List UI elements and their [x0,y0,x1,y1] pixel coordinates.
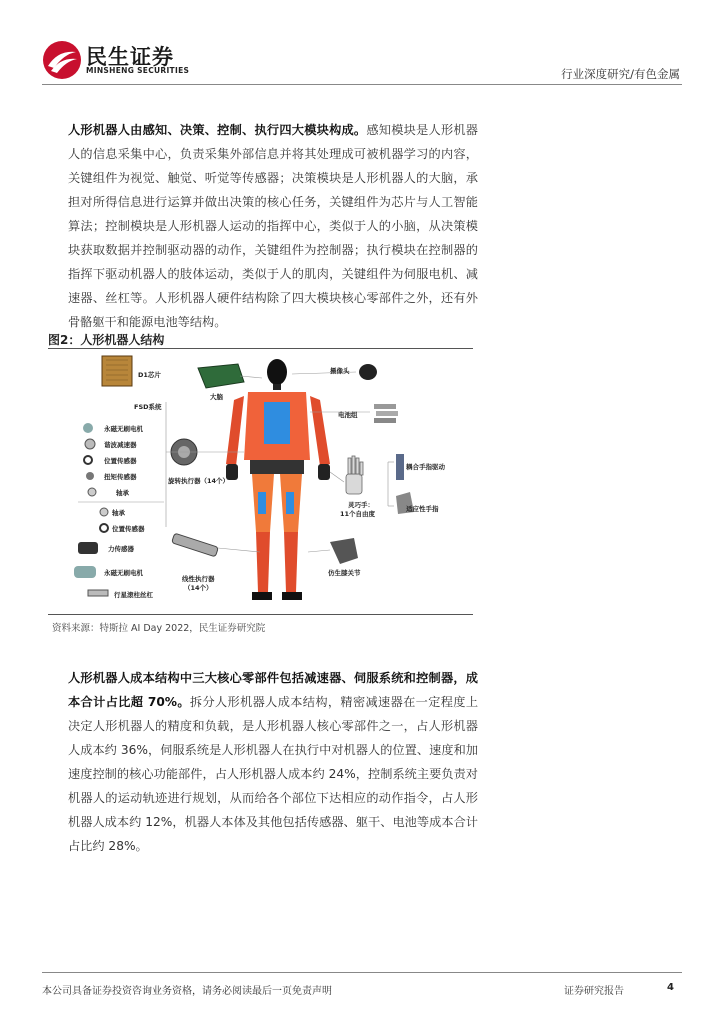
label-camera: 摄像头 [330,367,350,375]
figure-title: 图2：人形机器人结构 [48,333,165,347]
label-bearing-2: 轴承 [112,509,125,517]
report-category: 行业深度研究/有色金属 [561,67,680,81]
harmonic-reducer-icon [85,439,95,449]
bearing-2-icon [100,508,108,516]
paragraph-modules-body: 感知模块是人形机器人的信息采集中心，负责采集外部信息并将其处理成可被机器学习的内容，关键组件为视觉、触觉、听觉等传感器；决策模块是人形机器人的大脑，承担对所得信息进行运算并做出决策的核心任务，关键组件为芯片与人工智能算法；控制模块是人形机器人运动的指挥中心，类似于人的小脑，从决策模块获取数据并控制驱动器的动作，关键组件为控制器；执行模块在控制器的指挥下驱动机器人的肢体运动，类似于人的肌肉，关键组件为伺服电机、减速器、丝杠等。人形机器人硬件结构除了四大模块核心零部件之外，还有外骨骼躯干和能源电池等结构。 [68,123,478,329]
position-sensor-2-icon [100,524,108,532]
label-rotary-actuator: 旋转执行器（14个） [168,477,230,485]
label-motor-1: 永磁无刷电机 [104,425,143,433]
screw-icon [88,590,108,596]
label-knee-joint: 仿生膝关节 [328,569,361,577]
label-harmonic-reducer: 谐波减速器 [104,441,137,449]
label-screw: 行星滚柱丝杠 [114,591,153,599]
label-bearing-1: 轴承 [116,489,129,497]
force-sensor-icon [78,542,98,554]
brand-name-en: MINSHENG SECURITIES [86,66,190,75]
label-motor-2: 永磁无刷电机 [104,569,143,577]
label-d1-chip: D1芯片 [138,371,161,379]
figure-bottom-rule [48,614,473,615]
battery-pack-icon [374,404,398,423]
motor-2-icon [74,566,96,578]
motor-icon [83,423,93,433]
footer-divider [42,972,682,973]
torque-sensor-icon [86,472,94,480]
page-number: 4 [667,982,674,993]
paragraph-modules [68,118,478,334]
footer-disclaimer: 本公司具备证券投资咨询业务资格，请务必阅读最后一页免责声明 [42,986,332,997]
label-dexterous-hand: 灵巧手： [348,501,374,509]
label-position-sensor-1: 位置传感器 [104,457,137,465]
d1-chip-icon [102,356,132,386]
dexterous-hand-icon [346,456,363,494]
robot-figure [226,359,330,600]
label-torque-sensor: 扭矩传感器 [104,473,137,481]
paragraph-cost-body: 拆分人形机器人成本结构，精密减速器在一定程度上决定人形机器人的精度和负载，是人形机器人核心零部件之一，占人形机器人成本约 36%，伺服系统是人形机器人在执行中对机器人的位置、速度和加速度控制的核心功能部件，占人形机器人成本约 24%，控制系统主要负责对机器人的运动轨迹进行规划，从而给各个部位下达相应的动作指令，占人形机器人成本约 12%，机器人本体及其他包括传感器、躯干、电池等成本合计占比约 28%。 [68,695,479,853]
label-linear-count: （14个） [184,584,213,592]
label-hand-dof: 11个自由度 [340,510,376,518]
camera-icon [359,364,377,380]
label-fsd: FSD系统 [134,403,162,411]
figure-top-rule [48,348,473,349]
brand-name-cn: 民生证券 [86,45,174,69]
footer-report-type: 证券研究报告 [564,986,624,997]
knee-joint-icon [330,538,358,564]
page-header [0,0,724,90]
paragraph-cost [68,666,478,858]
label-brain: 大脑 [210,393,223,401]
label-force-sensor: 力传感器 [108,545,134,553]
linear-actuator-icon [172,533,219,557]
label-adaptive-finger: 适应性手指 [406,505,439,513]
label-battery: 电池组 [338,411,358,419]
finger-drive-icon [396,454,404,480]
figure-source: 资料来源：特斯拉 AI Day 2022，民生证券研究院 [52,623,266,634]
robot-structure-figure [48,352,473,610]
label-position-sensor-2: 位置传感器 [112,525,145,533]
minsheng-logo-icon [42,40,82,80]
paragraph-modules-lead: 人形机器人由感知、决策、控制、执行四大模块构成。 [68,123,367,137]
bearing-icon [88,488,96,496]
header-divider [42,84,682,85]
brain-board-icon [198,364,244,388]
label-finger-drive: 耦合手指驱动 [406,463,445,471]
position-sensor-icon [84,456,92,464]
paragraph-cost-lead: 人形机器人成本结构中三大核心零部件包括减速器、伺服系统和控制器，成本合计占比超 70%。 [68,671,478,709]
label-linear-actuator: 线性执行器 [182,575,215,583]
